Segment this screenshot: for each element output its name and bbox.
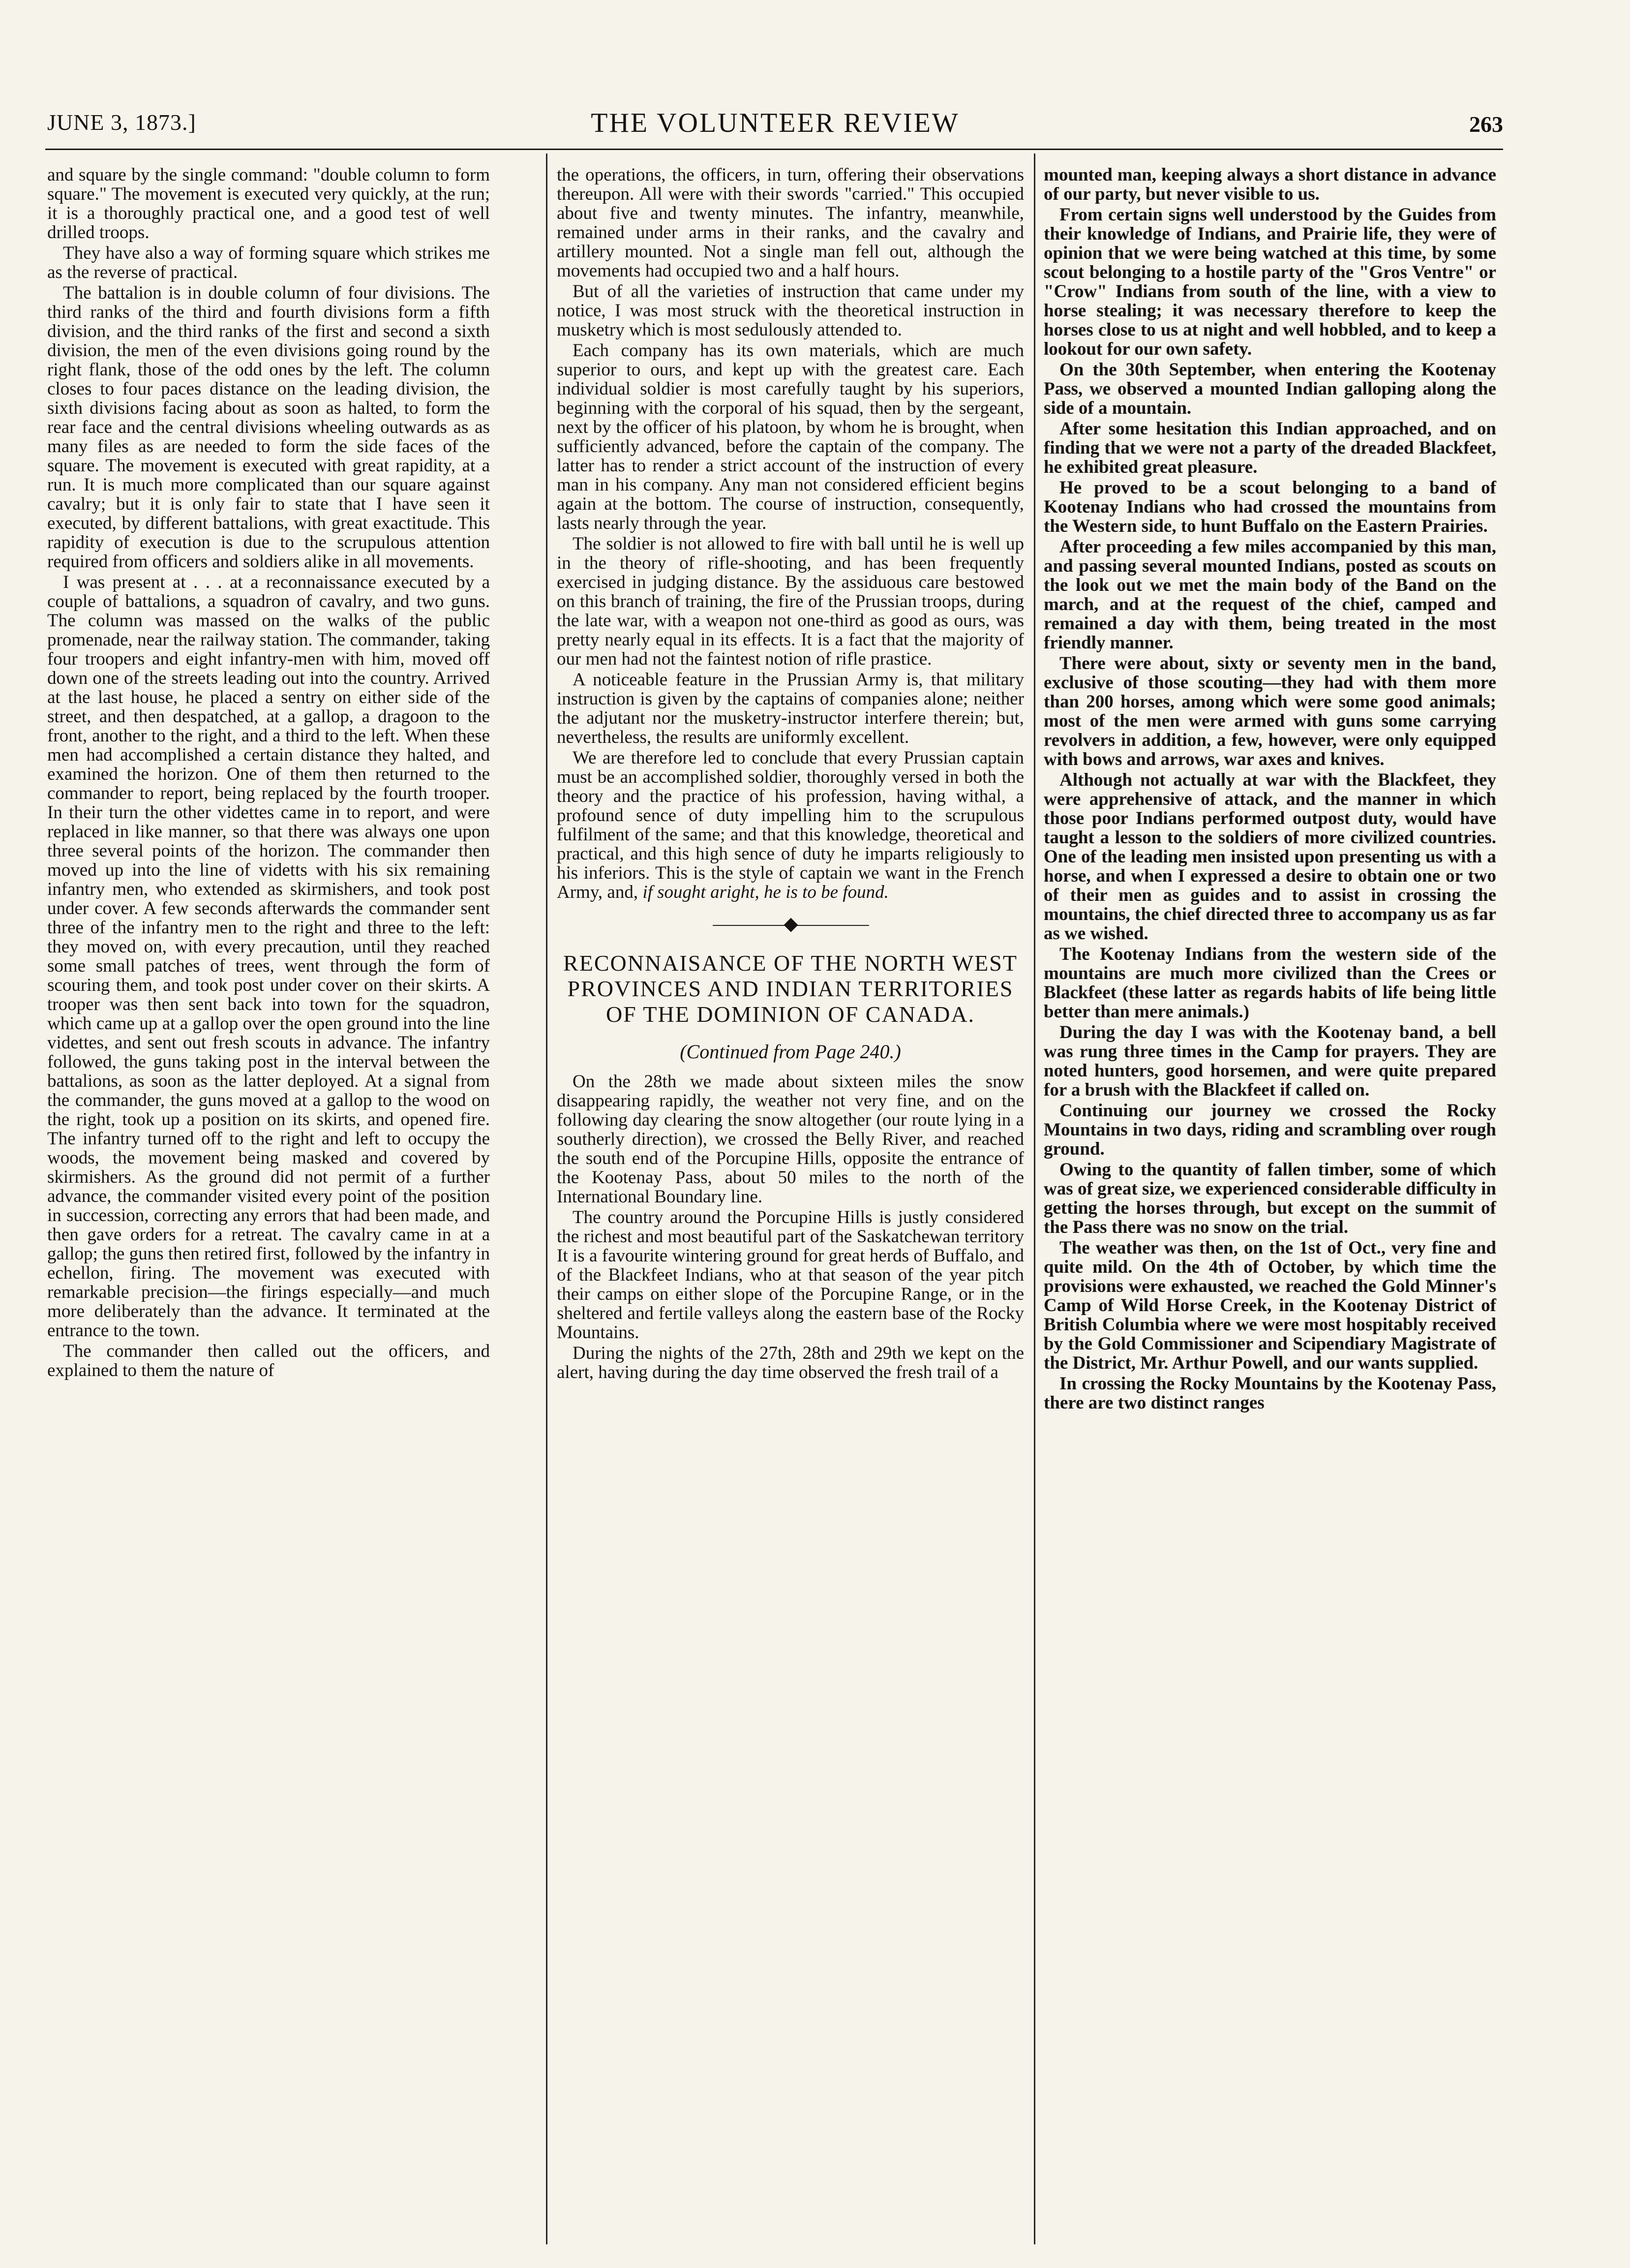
column-3 — [1044, 165, 1496, 1414]
paragraph: the operations, the officers, in turn, offering their observations thereupon. All were with their swords "carried." This occupied about five and twenty minutes. The infantry, meanwhile, remained under arms in their ranks, and the cavalry and artillery mounted. Not a single man fell out, although the movements had occupied two and a half hours. — [557, 165, 1024, 281]
paragraph-text: We are therefore led to conclude that every Prussian captain must be an accomplished soldier, thoroughly versed in both the theory and the practice of his profession, having withal, a profound sence of duty impelling him to the scrupulous fulfilment of the same; and that this knowledge, theoretical and practical, and this high sence of duty he imparts religiously to his inferiors. This is the style of captain we want in the French Army, and, — [557, 748, 1024, 902]
continued-note: (Continued from Page 240.) — [680, 1041, 901, 1063]
section-title: RECONNAISANCE OF THE NORTH WEST PROVINCES AND INDIAN TERRITORIES OF THE DOMINION OF CANADA. — [563, 950, 1018, 1027]
column-1 — [47, 165, 490, 1381]
paragraph: After some hesitation this Indian approached, and on finding that we were not a party of the dreaded Blackfeet, he exhibited great pleasure. — [1044, 419, 1496, 477]
paragraph: Although not actually at war with the Blackfeet, they were apprehensive of attack, and the manner in which those poor Indians performed outpost duty, would have taught a lesson to the soldiers of more civilized countries. One of the leading men insisted upon presenting us with a horse, and when I expressed a desire to obtain one or two of their men as guides and to assist in crossing the mountains, the chief directed three to accompany us as far as we wished. — [1044, 770, 1496, 944]
paragraph — [557, 748, 1024, 902]
paragraph: After proceeding a few miles accompanied by this man, and passing several mounted Indians, posted as scouts on the look out we met the main body of the Band on the march, and at the request of the chief, camped and remained a day with them, being treated in the most friendly manner. — [1044, 537, 1496, 653]
paragraph: A noticeable feature in the Prussian Army is, that military instruction is given by the captains of companies alone; neither the adjutant nor the musketry-instructor interfere therein; but, nevertheless, the results are uniformly excellent. — [557, 670, 1024, 747]
paragraph: The country around the Porcupine Hills is justly considered the richest and most beautiful part of the Saskatchewan territory It is a favourite wintering ground for great herds of Buffalo, and of the Blackfeet Indians, who at that season of the year pitch their camps on either slope of the Porcupine Range, or in the sheltered and fertile valleys along the eastern base of the Rocky Mountains. — [557, 1207, 1024, 1343]
page-header — [47, 109, 1503, 144]
column-divider-2 — [1034, 153, 1035, 2244]
paragraph: On the 28th we made about sixteen miles the snow disappearing rapidly, the weather not very fine, and on the following day clearing the snow altogether (our route lying in a southerly direction), we crossed the Belly River, and reached the south end of the Porcupine Hills, opposite the entrance of the Kootenay Pass, about 50 miles to the north of the International Boundary line. — [557, 1072, 1024, 1207]
paragraph: During the nights of the 27th, 28th and 29th we kept on the alert, having during the day time observed the fresh trail of a — [557, 1343, 1024, 1382]
paragraph: He proved to be a scout belonging to a band of Kootenay Indians who had crossed the mountains from the Western side, to hunt Buffalo on the Eastern Prairies. — [1044, 478, 1496, 536]
issue-date: JUNE 3, 1873.] — [47, 110, 196, 135]
column-2 — [557, 165, 1024, 1383]
paragraph: But of all the varieties of instruction that came under my notice, I was most struck with the theoretical instruction in musketry which is most sedulously attended to. — [557, 281, 1024, 340]
paragraph: They have also a way of forming square which strikes me as the reverse of practical. — [47, 243, 490, 282]
paragraph: The soldier is not allowed to fire with ball until he is well up in the theory of rifle-shooting, and has been frequently exercised in judging distance. By the assiduous care bestowed on this branch of training, the fire of the Prussian troops, during the late war, with a weapon not one-third as good as ours, was pretty nearly equal in its effects. It is a fact that the majority of our men had not the faintest notion of rifle prastice. — [557, 534, 1024, 669]
paragraph: The battalion is in double column of four divisions. The third ranks of the third and fourth divisions form a fifth division, and the third ranks of the first and second a sixth division, the men of the even divisions going round by the right flank, those of the odd ones by the left. The column closes to four paces distance on the leading division, the sixth divisions facing about as soon as halted, to form the rear face and the central divisions wheeling outwards as as many files as are needed to form the side faces of the square. The movement is executed with great rapidity, at a run. It is much more complicated than our square against cavalry; but it is only fair to state that I have seen it executed, by different battalions, with great exactitude. This rapidity of execution is due to the scrupulous attention required from officers and soldiers alike in all movements. — [47, 283, 490, 572]
header-rule — [45, 149, 1503, 150]
italic-phrase: if sought aright, he is to be found. — [642, 882, 889, 902]
paragraph: The weather was then, on the 1st of Oct., very fine and quite mild. On the 4th of October, by which time the provisions were exhausted, we reached the Gold Minner's Camp of Wild Horse Creek, in the Kootenay District of British Columbia where we were most hospitably received by the Gold Commissioner and Scipendiary Magistrate of the District, Mr. Arthur Powell, and our wants supplied. — [1044, 1238, 1496, 1373]
paragraph: I was present at . . . at a reconnaissance executed by a couple of battalions, a squadron of cavalry, and two guns. The column was massed on the walks of the public promenade, near the railway station. The commander, taking four troopers and eight infantry-men with him, moved off down one of the streets leading out into the country. Arrived at the last house, he placed a sentry on either side of the street, and then despatched, at a gallop, a dragoon to the front, another to the right, and a third to the left. When these men had accomplished a certain distance they halted, and examined the horizon. One of them then returned to the commander to report, being replaced by the fourth trooper. In their turn the other videttes came in to report, and were replaced in like manner, so that there was always one upon three several points of the horizon. The commander then moved up into the line of videtts with his six remaining infantry men, who extended as skirmishers, and took post under cover. A few seconds afterwards the commander sent three of the infantry men to the right and three to the left: they moved on, with every precaution, until they reached some small patches of trees, went through the form of scouring them, and took post under cover on their skirts. A trooper was then sent back into town for the squadron, which came up at a gallop over the open ground into the line videttes, and sent out fresh scouts in advance. The infantry followed, the guns taking post in the interval between the battalions, as soon as the latter deployed. At a signal from the commander, the guns moved at a gallop to the wood on the right, took up a position on its skirts, and opened fire. The infantry turned off to the right and left to occupy the woods, the movement being masked and covered by skirmishers. As the ground did not permit of a further advance, the commander visited every point of the position in succession, correcting any errors that had been made, and then gave orders for a retreat. The cavalry came in at a gallop; the guns then retired first, followed by the infantry in echellon, firing. The movement was executed with remarkable precision—the firings especially—and much more deliberately than the advance. It terminated at the entrance to the town. — [47, 572, 490, 1341]
paragraph: The commander then called out the officers, and explained to them the nature of — [47, 1341, 490, 1380]
column-divider-1 — [546, 153, 547, 2244]
paragraph: There were about, sixty or seventy men in the band, exclusive of those scouting—they had with them more than 200 horses, among which were some good animals; most of the men were armed with guns some carrying revolvers in addition, a few, however, were only equipped with bows and arrows, war axes and knives. — [1044, 653, 1496, 769]
paragraph: In crossing the Rocky Mountains by the Kootenay Pass, there are two distinct ranges — [1044, 1374, 1496, 1413]
paragraph: Continuing our journey we crossed the Rocky Mountains in two days, riding and scrambling over rough ground. — [1044, 1101, 1496, 1159]
paragraph: On the 30th September, when entering the Kootenay Pass, we observed a mounted Indian galloping along the side of a mountain. — [1044, 360, 1496, 418]
paragraph: From certain signs well understood by the Guides from their knowledge of Indians, and Prairie life, they were of opinion that we were being watched at this time, by some scout belonging to a hostile party of the "Gros Ventre" or "Crow" Indians from south of the line, with a view to horse stealing; it was necessary therefore to keep the horses close to us at night and well hobbled, and to keep a lookout for our own safety. — [1044, 205, 1496, 359]
page-number: 263 — [1469, 112, 1503, 137]
paragraph: Owing to the quantity of fallen timber, some of which was of great size, we experienced considerable difficulty in getting the horses through, but except on the summit of the Pass there was no snow on the trial. — [1044, 1160, 1496, 1237]
paragraph: mounted man, keeping always a short distance in advance of our party, but never visible to us. — [1044, 165, 1496, 204]
paragraph: During the day I was with the Kootenay band, a bell was rung three times in the Camp for prayers. They are noted hunters, good horsemen, and were quite prepared for a brush with the Blackfeet if called on. — [1044, 1022, 1496, 1100]
paragraph: Each company has its own materials, which are much superior to ours, and kept up with the greatest care. Each individual soldier is most carefully taught by his superiors, beginning with the corporal of his squad, then by the sergeant, next by the officer of his platoon, by whom he is brought, when sufficiently advanced, before the captain of the company. The latter has to render a strict account of the instruction of every man in his company. Any man not considered efficient begins again at the bottom. The course of instruction, consequently, lasts nearly through the year. — [557, 340, 1024, 533]
paragraph: and square by the single command: "double column to form square." The movement is executed very quickly, at the run; it is a thoroughly practical one, and a good test of well drilled troops. — [47, 165, 490, 243]
paragraph: The Kootenay Indians from the western side of the mountains are much more civilized than the Crees or Blackfeet (these latter as regards habits of life being little better than mere animals.) — [1044, 944, 1496, 1022]
publication-title: THE VOLUNTEER REVIEW — [591, 108, 960, 138]
section-ornament: ————◆———— — [713, 914, 868, 934]
